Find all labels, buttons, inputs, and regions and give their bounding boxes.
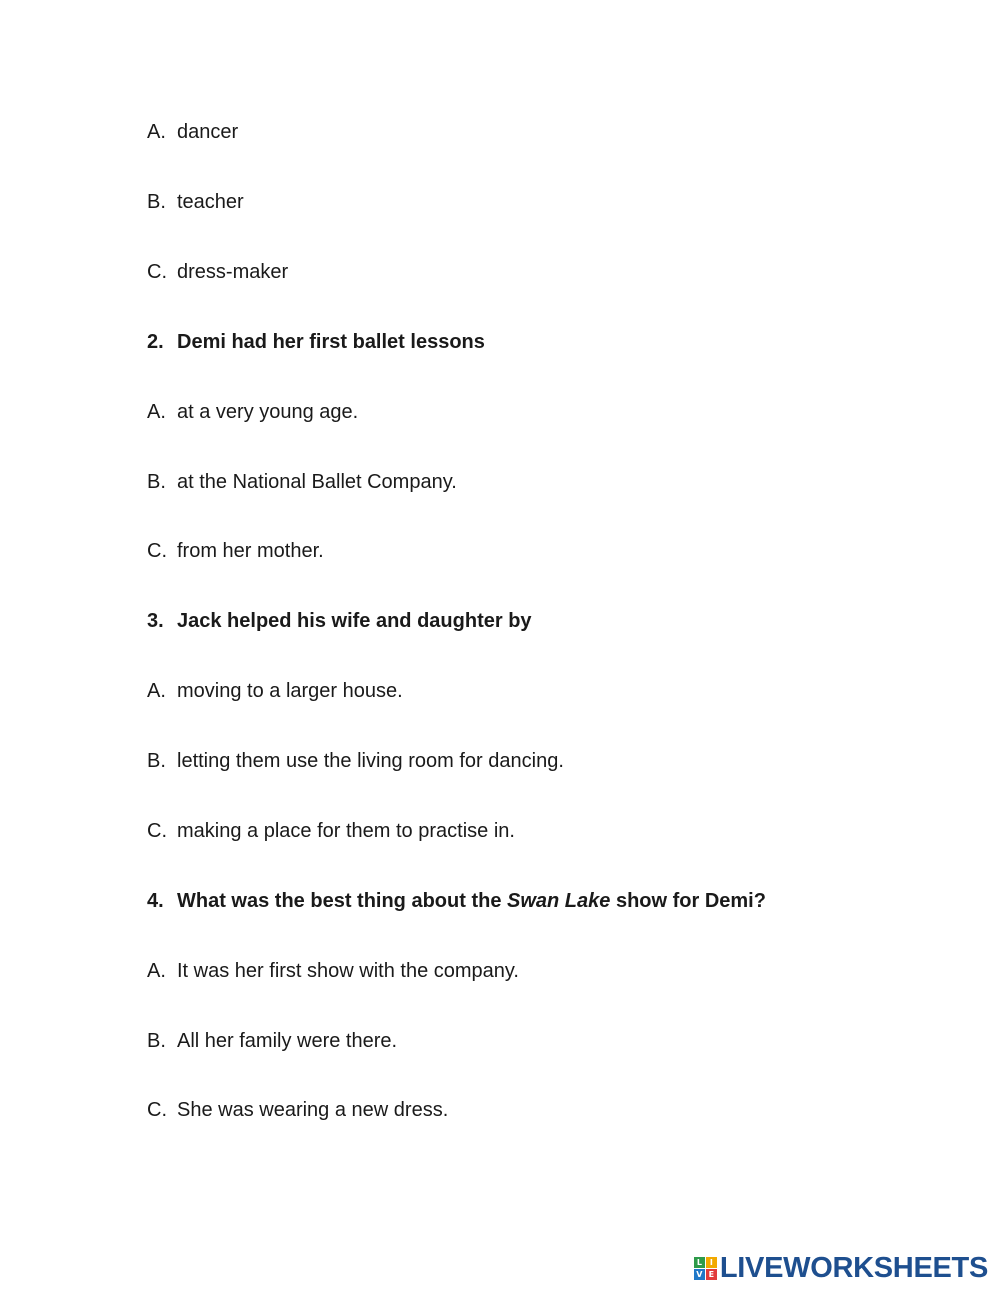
option-text: moving to a larger house. (177, 680, 403, 702)
q4-option-a (147, 958, 519, 984)
option-text: teacher (177, 191, 244, 213)
option-letter: C. (147, 261, 167, 283)
q4-option-c (147, 1097, 448, 1123)
option-letter: B. (147, 1030, 166, 1052)
option-text: letting them use the living room for dancing. (177, 750, 564, 772)
option-letter: C. (147, 540, 167, 562)
option-text: All her family were there. (177, 1030, 398, 1052)
q1-option-c (147, 259, 288, 285)
question-3-prompt (147, 608, 532, 634)
option-text: making a place for them to practise in. (177, 820, 515, 842)
q1-option-b (147, 189, 244, 215)
option-text: from her mother. (177, 540, 324, 562)
option-text: dancer (177, 121, 239, 143)
q1-option-a (147, 119, 238, 145)
brand-name: LIVEWORKSHEETS (719, 1252, 988, 1284)
question-text-before: What was the best thing about the (177, 890, 507, 912)
mark-letter: V (694, 1269, 705, 1280)
q2-option-c (147, 538, 324, 564)
question-text: Jack helped his wife and daughter by (177, 610, 532, 632)
option-letter: B. (147, 471, 166, 493)
option-letter: A. (147, 960, 166, 982)
q3-option-c (147, 818, 515, 844)
q3-option-a (147, 678, 403, 704)
option-letter: A. (147, 680, 166, 702)
question-text: Demi had her first ballet lessons (177, 331, 485, 353)
option-text: at the National Ballet Company. (177, 471, 457, 493)
question-number: 3. (147, 610, 164, 632)
option-letter: B. (147, 750, 166, 772)
mark-letter: I (706, 1257, 717, 1268)
option-letter: A. (147, 401, 166, 423)
question-2-prompt (147, 329, 485, 355)
mark-letter: L (694, 1257, 705, 1268)
option-letter: A. (147, 121, 166, 143)
liveworksheets-logo (694, 1252, 988, 1284)
option-text: She was wearing a new dress. (177, 1099, 449, 1121)
question-number: 2. (147, 331, 164, 353)
q2-option-b (147, 469, 457, 495)
option-letter: B. (147, 191, 166, 213)
option-text: It was her first show with the company. (177, 960, 519, 982)
liveworksheets-mark-icon (694, 1257, 717, 1280)
mark-letter: E (706, 1269, 717, 1280)
option-text: dress-maker (177, 261, 289, 283)
question-4-prompt (147, 888, 766, 914)
option-letter: C. (147, 820, 167, 842)
q2-option-a (147, 399, 358, 425)
q3-option-b (147, 748, 564, 774)
question-text-italic: Swan Lake (507, 890, 611, 912)
q4-option-b (147, 1028, 397, 1054)
option-letter: C. (147, 1099, 167, 1121)
question-number: 4. (147, 890, 164, 912)
option-text: at a very young age. (177, 401, 359, 423)
question-text-after: show for Demi? (610, 890, 766, 912)
